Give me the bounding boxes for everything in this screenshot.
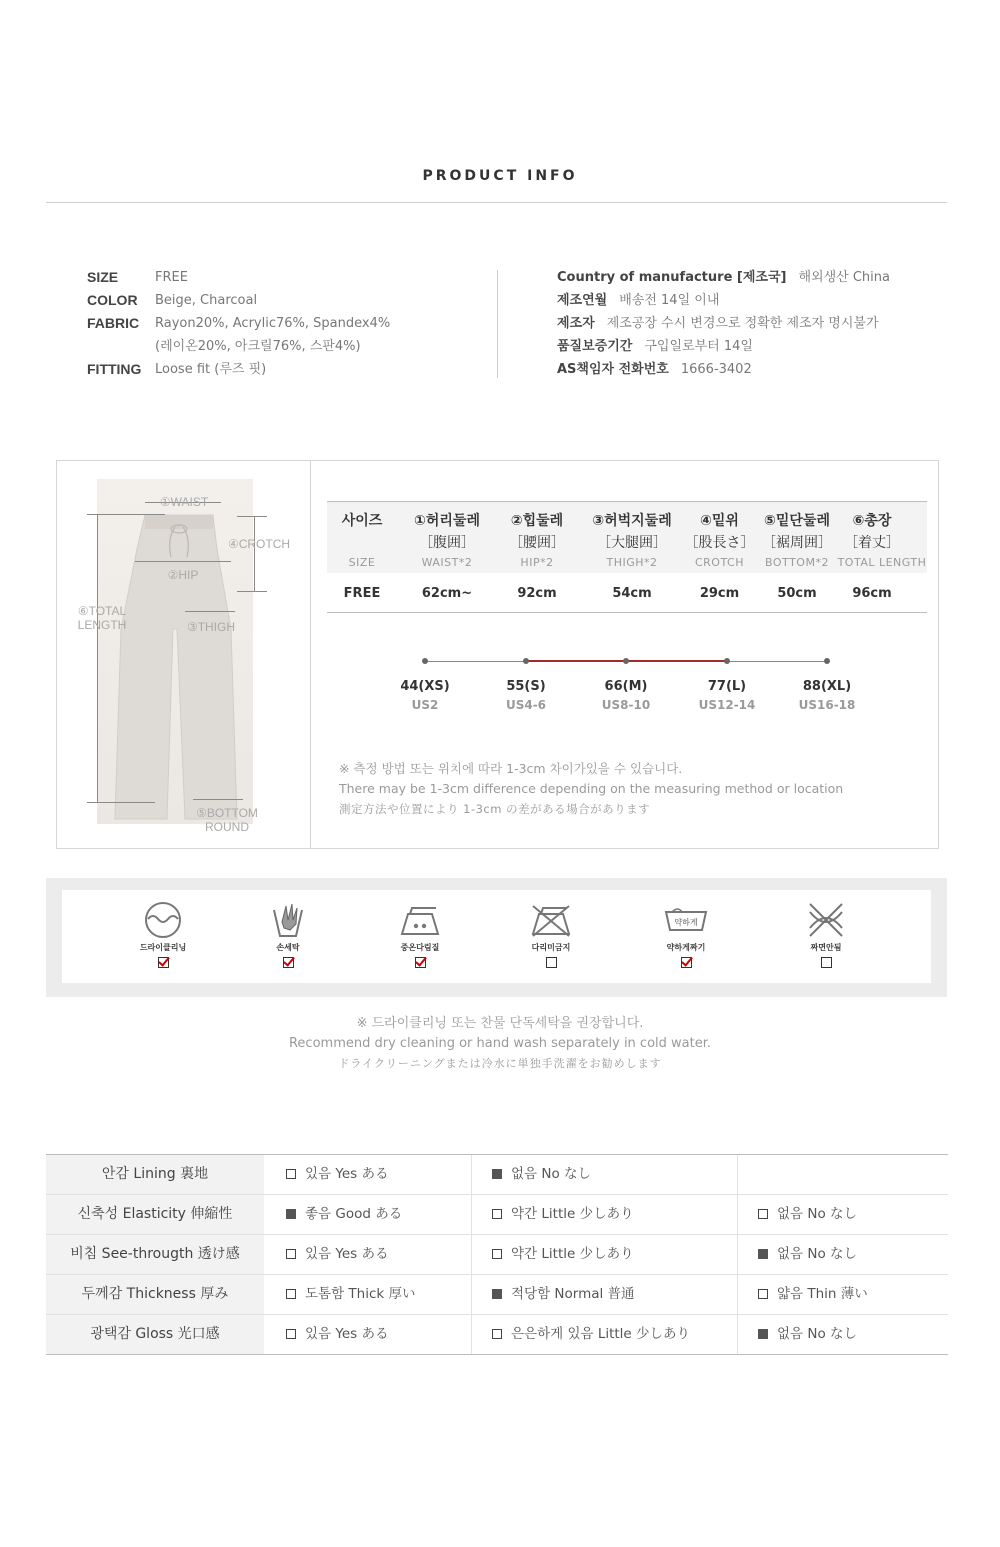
size-table-header <box>327 501 927 573</box>
title-divider <box>46 202 947 203</box>
checkbox-checked[interactable] <box>758 1329 768 1339</box>
info-value: 해외생산 China <box>798 270 890 285</box>
scale-us-size: US8-10 <box>601 698 651 712</box>
measure-note <box>339 759 843 819</box>
info-value: Beige, Charcoal <box>155 293 258 308</box>
cell-crotch: 29cm <box>699 586 740 601</box>
attr-option-text: 있음 Yes ある <box>305 1246 389 1262</box>
info-label <box>87 335 155 358</box>
attr-option[interactable] <box>286 1275 416 1314</box>
attr-option[interactable] <box>758 1235 857 1274</box>
info-row-as-phone <box>557 358 957 381</box>
crotch-top-tick <box>237 516 267 517</box>
attr-row-gloss <box>46 1315 948 1355</box>
cell-total: 96cm <box>852 586 892 601</box>
hand-wash-icon <box>266 900 310 940</box>
attr-option-text: 있음 Yes ある <box>305 1326 389 1342</box>
attr-row-lining <box>46 1155 948 1195</box>
col-cjk: ［着丈］ <box>844 535 900 551</box>
info-value: Loose fit (루즈 핏) <box>155 362 267 377</box>
info-row-manufacturer <box>557 312 957 335</box>
scale-us-size: US2 <box>411 698 439 712</box>
col-cjk: ［腹囲］ <box>419 535 475 551</box>
attr-separator <box>471 1195 472 1234</box>
info-label: 품질보증기간 <box>557 339 633 354</box>
attr-separator <box>737 1315 738 1354</box>
info-label: COLOR <box>87 292 138 308</box>
checkbox[interactable] <box>758 1209 768 1219</box>
attr-separator <box>737 1155 738 1194</box>
checkbox[interactable] <box>492 1249 502 1259</box>
checkbox-checked[interactable] <box>758 1249 768 1259</box>
cell-thigh: 54cm <box>612 586 652 601</box>
checkbox[interactable] <box>286 1249 296 1259</box>
info-label: 제조자 <box>557 316 595 331</box>
scale-us-size: US4-6 <box>505 698 547 712</box>
scale-dot <box>523 658 529 664</box>
care-label: 다리미금지 <box>531 943 571 952</box>
scale-us-size: US16-18 <box>798 698 856 712</box>
scale-kr-size: 77(L) <box>707 679 747 694</box>
attr-option-text: 좋음 Good ある <box>305 1206 403 1222</box>
scale-dot <box>724 658 730 664</box>
col-en: CROTCH <box>694 556 744 569</box>
care-item-iron <box>390 900 450 968</box>
care-item-wring-gently <box>656 900 716 968</box>
care-label: 짜면안됨 <box>810 943 842 952</box>
care-label: 드라이클리닝 <box>139 943 187 952</box>
cell-size: FREE <box>343 586 381 601</box>
measure-note-jp: 測定方法や位置により 1-3cm の差がある場合があります <box>339 802 651 816</box>
wash-note-kr: ※ 드라이클리닝 또는 찬물 단독세탁을 권장합니다. <box>356 1016 644 1031</box>
col-en: THIGH*2 <box>606 556 658 569</box>
attr-row-thickness <box>46 1275 948 1315</box>
attr-option-text: 없음 No なし <box>777 1206 858 1222</box>
attr-label: 안감 Lining 裏地 <box>46 1155 264 1194</box>
care-checkbox[interactable] <box>283 957 294 968</box>
attr-option-text: 은은하게 있음 Little 少しあり <box>511 1326 691 1342</box>
fabric-attributes-table <box>46 1154 948 1355</box>
care-label: 중온다림질 <box>400 943 440 952</box>
scale-dot <box>623 658 629 664</box>
attr-option[interactable] <box>286 1235 388 1274</box>
cell-bottom: 50cm <box>777 586 817 601</box>
col-cjk: ［股長さ］ <box>684 535 755 551</box>
info-divider <box>497 270 498 378</box>
cell-hip: 92cm <box>517 586 557 601</box>
info-value: 구입일로부터 14일 <box>644 339 753 354</box>
col-kr: ⑤밑단둘레 <box>764 513 830 529</box>
info-value: FREE <box>155 270 188 285</box>
care-checkbox[interactable] <box>546 957 557 968</box>
dry-clean-icon <box>141 900 185 940</box>
product-info-right <box>557 266 957 381</box>
page-title: PRODUCT INFO <box>422 168 578 184</box>
attr-separator <box>737 1275 738 1314</box>
care-item-no-iron <box>521 900 581 968</box>
attr-label: 비침 See-througth 透け感 <box>46 1235 264 1274</box>
hip-label: ②HIP <box>167 568 199 582</box>
checkbox-checked[interactable] <box>286 1209 296 1219</box>
col-kr: ①허리둘레 <box>414 513 480 529</box>
bottom-measure-line <box>193 799 243 800</box>
thigh-label: ③THIGH <box>186 620 236 634</box>
attr-option-text: 적당함 Normal 普通 <box>511 1286 635 1302</box>
attr-option[interactable] <box>492 1315 690 1354</box>
total-top-tick <box>87 514 165 515</box>
care-item-hand-wash <box>258 900 318 968</box>
attr-option[interactable] <box>286 1315 388 1354</box>
care-checkbox[interactable] <box>681 957 692 968</box>
info-label: FABRIC <box>87 315 140 331</box>
crotch-bottom-tick <box>237 591 267 592</box>
scale-kr-size: 44(XS) <box>400 679 450 694</box>
wring-gently-icon <box>664 900 708 940</box>
attr-option-text: 없음 No なし <box>511 1166 592 1182</box>
attr-separator <box>471 1315 472 1354</box>
scale-us-size: US12-14 <box>698 698 756 712</box>
measure-note-en: There may be 1-3cm difference depending on the measuring method or location <box>339 781 844 796</box>
checkbox[interactable] <box>286 1169 296 1179</box>
size-box-divider <box>310 461 311 848</box>
attr-option-text: 없음 No なし <box>777 1326 858 1342</box>
attr-separator <box>471 1155 472 1194</box>
info-row-size <box>87 266 487 289</box>
total-length-line <box>97 514 98 802</box>
col-cjk: ［腰囲］ <box>509 535 565 551</box>
size-guide-box <box>56 460 939 849</box>
wash-note <box>0 1014 1000 1074</box>
info-row-warranty <box>557 335 957 358</box>
thigh-measure-line <box>185 611 235 612</box>
col-en: SIZE <box>348 556 376 569</box>
col-kr: ②힙둘레 <box>510 513 564 529</box>
info-row-date <box>557 289 957 312</box>
total-length-label-2: LENGTH <box>77 618 127 632</box>
care-label: 약하게짜기 <box>666 943 706 952</box>
col-cjk: ［裾周囲］ <box>762 535 832 551</box>
measure-note-kr: ※ 측정 방법 또는 위치에 따라 1-3cm 차이가있을 수 있습니다. <box>339 761 683 776</box>
attr-option-text: 얇음 Thin 薄い <box>777 1286 868 1302</box>
checkbox[interactable] <box>492 1209 502 1219</box>
wring-gently-text: 약하게 <box>674 918 698 927</box>
info-row-country <box>557 266 957 289</box>
crotch-label: ④CROTCH <box>227 537 291 551</box>
scale-dot <box>824 658 830 664</box>
checkbox[interactable] <box>286 1329 296 1339</box>
total-length-label-1: ⑥TOTAL <box>77 604 127 618</box>
size-scale <box>325 651 925 721</box>
attr-option[interactable] <box>492 1155 591 1194</box>
col-cjk: ［大腿囲］ <box>597 535 667 551</box>
attr-option-text: 약간 Little 少しあり <box>511 1246 634 1262</box>
wash-note-jp: ドライクリーニングまたは冷水に単独手洗濯をお勧めします <box>338 1057 662 1070</box>
attr-separator <box>471 1235 472 1274</box>
attr-row-elasticity <box>46 1195 948 1235</box>
attr-label: 광택감 Gloss 光口感 <box>46 1315 264 1354</box>
info-row-fabric-kr <box>87 335 487 358</box>
care-label: 손세탁 <box>276 943 300 952</box>
info-value: 제조공장 수시 변경으로 정확한 제조자 명시불가 <box>606 316 879 331</box>
bottom-label-2: ROUND <box>205 820 249 834</box>
attr-option[interactable] <box>758 1315 857 1354</box>
care-checkbox[interactable] <box>415 957 426 968</box>
info-value: 배송전 14일 이내 <box>619 293 720 308</box>
pants-photo <box>97 479 253 824</box>
checkbox[interactable] <box>758 1289 768 1299</box>
attr-option[interactable] <box>758 1195 857 1234</box>
care-instructions <box>46 878 947 997</box>
info-value: (레이온20%, 아크릴76%, 스판4%) <box>155 339 361 354</box>
size-table-row <box>327 573 927 613</box>
checkbox[interactable] <box>492 1329 502 1339</box>
bottom-label-1: ⑤BOTTOM <box>196 806 258 820</box>
care-checkbox[interactable] <box>158 957 169 968</box>
scale-kr-size: 55(S) <box>506 679 546 694</box>
col-en: HIP*2 <box>520 556 554 569</box>
attr-option[interactable] <box>492 1235 634 1274</box>
info-row-fabric <box>87 312 487 335</box>
product-info-left <box>87 266 487 381</box>
col-kr: ④밑위 <box>700 513 739 529</box>
care-checkbox[interactable] <box>821 957 832 968</box>
checkbox[interactable] <box>286 1289 296 1299</box>
col-en: BOTTOM*2 <box>765 556 829 569</box>
care-icons-panel <box>62 890 931 983</box>
attr-option[interactable] <box>492 1275 635 1314</box>
pants-illustration <box>97 479 253 824</box>
info-value: Rayon20%, Acrylic76%, Spandex4% <box>155 316 391 331</box>
col-kr: 사이즈 <box>341 513 383 529</box>
attr-option[interactable] <box>286 1195 402 1234</box>
total-bottom-tick <box>87 802 155 803</box>
info-value: 1666-3402 <box>680 362 752 377</box>
crotch-measure-line <box>254 516 255 591</box>
attr-option-text: 도톰함 Thick 厚い <box>305 1286 416 1302</box>
attr-option[interactable] <box>758 1275 868 1314</box>
care-item-dry-clean <box>133 900 193 968</box>
attr-option[interactable] <box>492 1195 634 1234</box>
waist-label: ①WAIST <box>159 495 209 509</box>
scale-dot <box>422 658 428 664</box>
attr-separator <box>737 1235 738 1274</box>
info-label: Country of manufacture [제조국] <box>557 270 787 285</box>
care-item-no-wring <box>796 900 856 968</box>
attr-row-see-through <box>46 1235 948 1275</box>
info-row-color <box>87 289 487 312</box>
wash-note-en: Recommend dry cleaning or hand wash separately in cold water. <box>288 1036 711 1051</box>
scale-kr-size: 88(XL) <box>802 679 852 694</box>
attr-separator <box>471 1275 472 1314</box>
iron-medium-icon <box>398 900 442 940</box>
col-kr: ⑥총장 <box>852 513 892 529</box>
no-wring-icon <box>804 900 848 940</box>
info-label: AS책임자 전화번호 <box>557 362 669 377</box>
cell-waist: 62cm~ <box>421 586 473 601</box>
attr-option-text: 없음 No なし <box>777 1246 858 1262</box>
info-row-fitting <box>87 358 487 381</box>
col-kr: ③허벅지둘레 <box>592 513 672 529</box>
hip-measure-line <box>135 561 231 562</box>
attr-option-text: 있음 Yes ある <box>305 1166 389 1182</box>
info-label: SIZE <box>87 269 119 285</box>
attr-option[interactable] <box>286 1155 388 1194</box>
col-en: WAIST*2 <box>421 556 473 569</box>
attr-label: 두께감 Thickness 厚み <box>46 1275 264 1314</box>
info-label: FITTING <box>87 361 142 377</box>
attr-separator <box>737 1195 738 1234</box>
info-label: 제조연월 <box>557 293 608 308</box>
attr-label: 신축성 Elasticity 伸縮性 <box>46 1195 264 1234</box>
attr-option-text: 약간 Little 少しあり <box>511 1206 634 1222</box>
checkbox-checked[interactable] <box>492 1169 502 1179</box>
scale-kr-size: 66(M) <box>604 679 648 694</box>
col-en: TOTAL LENGTH <box>837 556 927 569</box>
pants-measure-diagram <box>57 461 310 848</box>
checkbox-checked[interactable] <box>492 1289 502 1299</box>
no-iron-icon <box>529 900 573 940</box>
